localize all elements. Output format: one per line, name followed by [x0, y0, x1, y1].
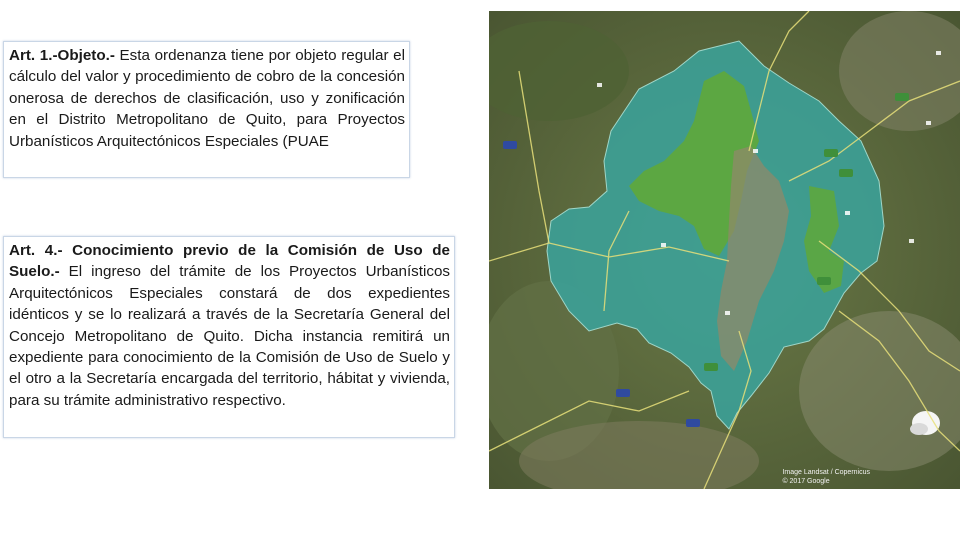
- quito-district-map: [489, 11, 960, 489]
- article-1-heading: Art. 1.-Objeto.-: [9, 47, 115, 64]
- map-credit-imagery: Image Landsat / Copernicus: [782, 469, 870, 476]
- article-4-textbox: [3, 236, 455, 438]
- article-4-body: El ingreso del trámite de los Proyectos Urbanísticos Arquitectónicos Especiales constará de dos expedientes idénticos y se lo realizará a través de la Secretaría General del Concejo Metropolitano de Quito. Dicha instancia remitirá un expediente para conocimiento de la Comisión de Uso de Suelo y el otro a la Secretaría encargada del territorio, hábitat y vivienda, para su trámite administrativo respectivo.: [9, 263, 450, 409]
- article-1-body: Esta ordenanza tiene por objeto regular el cálculo del valor y procedimiento de cobro de la concesión onerosa de derechos de clasificación, uso y zonificación en el Distrito Metropolitano de Quito, para Proyectos Urbanísticos Arquitectónicos Especiales (PUAE: [9, 47, 405, 150]
- article-4-heading: Art. 4.- Conocimiento previo de la Comisión de Uso de Suelo.-: [9, 242, 450, 281]
- map-credit: [782, 469, 870, 486]
- article-1-textbox: [3, 41, 410, 178]
- map-credit-copyright: © 2017 Google: [782, 477, 830, 485]
- satellite-map-image: [489, 11, 960, 489]
